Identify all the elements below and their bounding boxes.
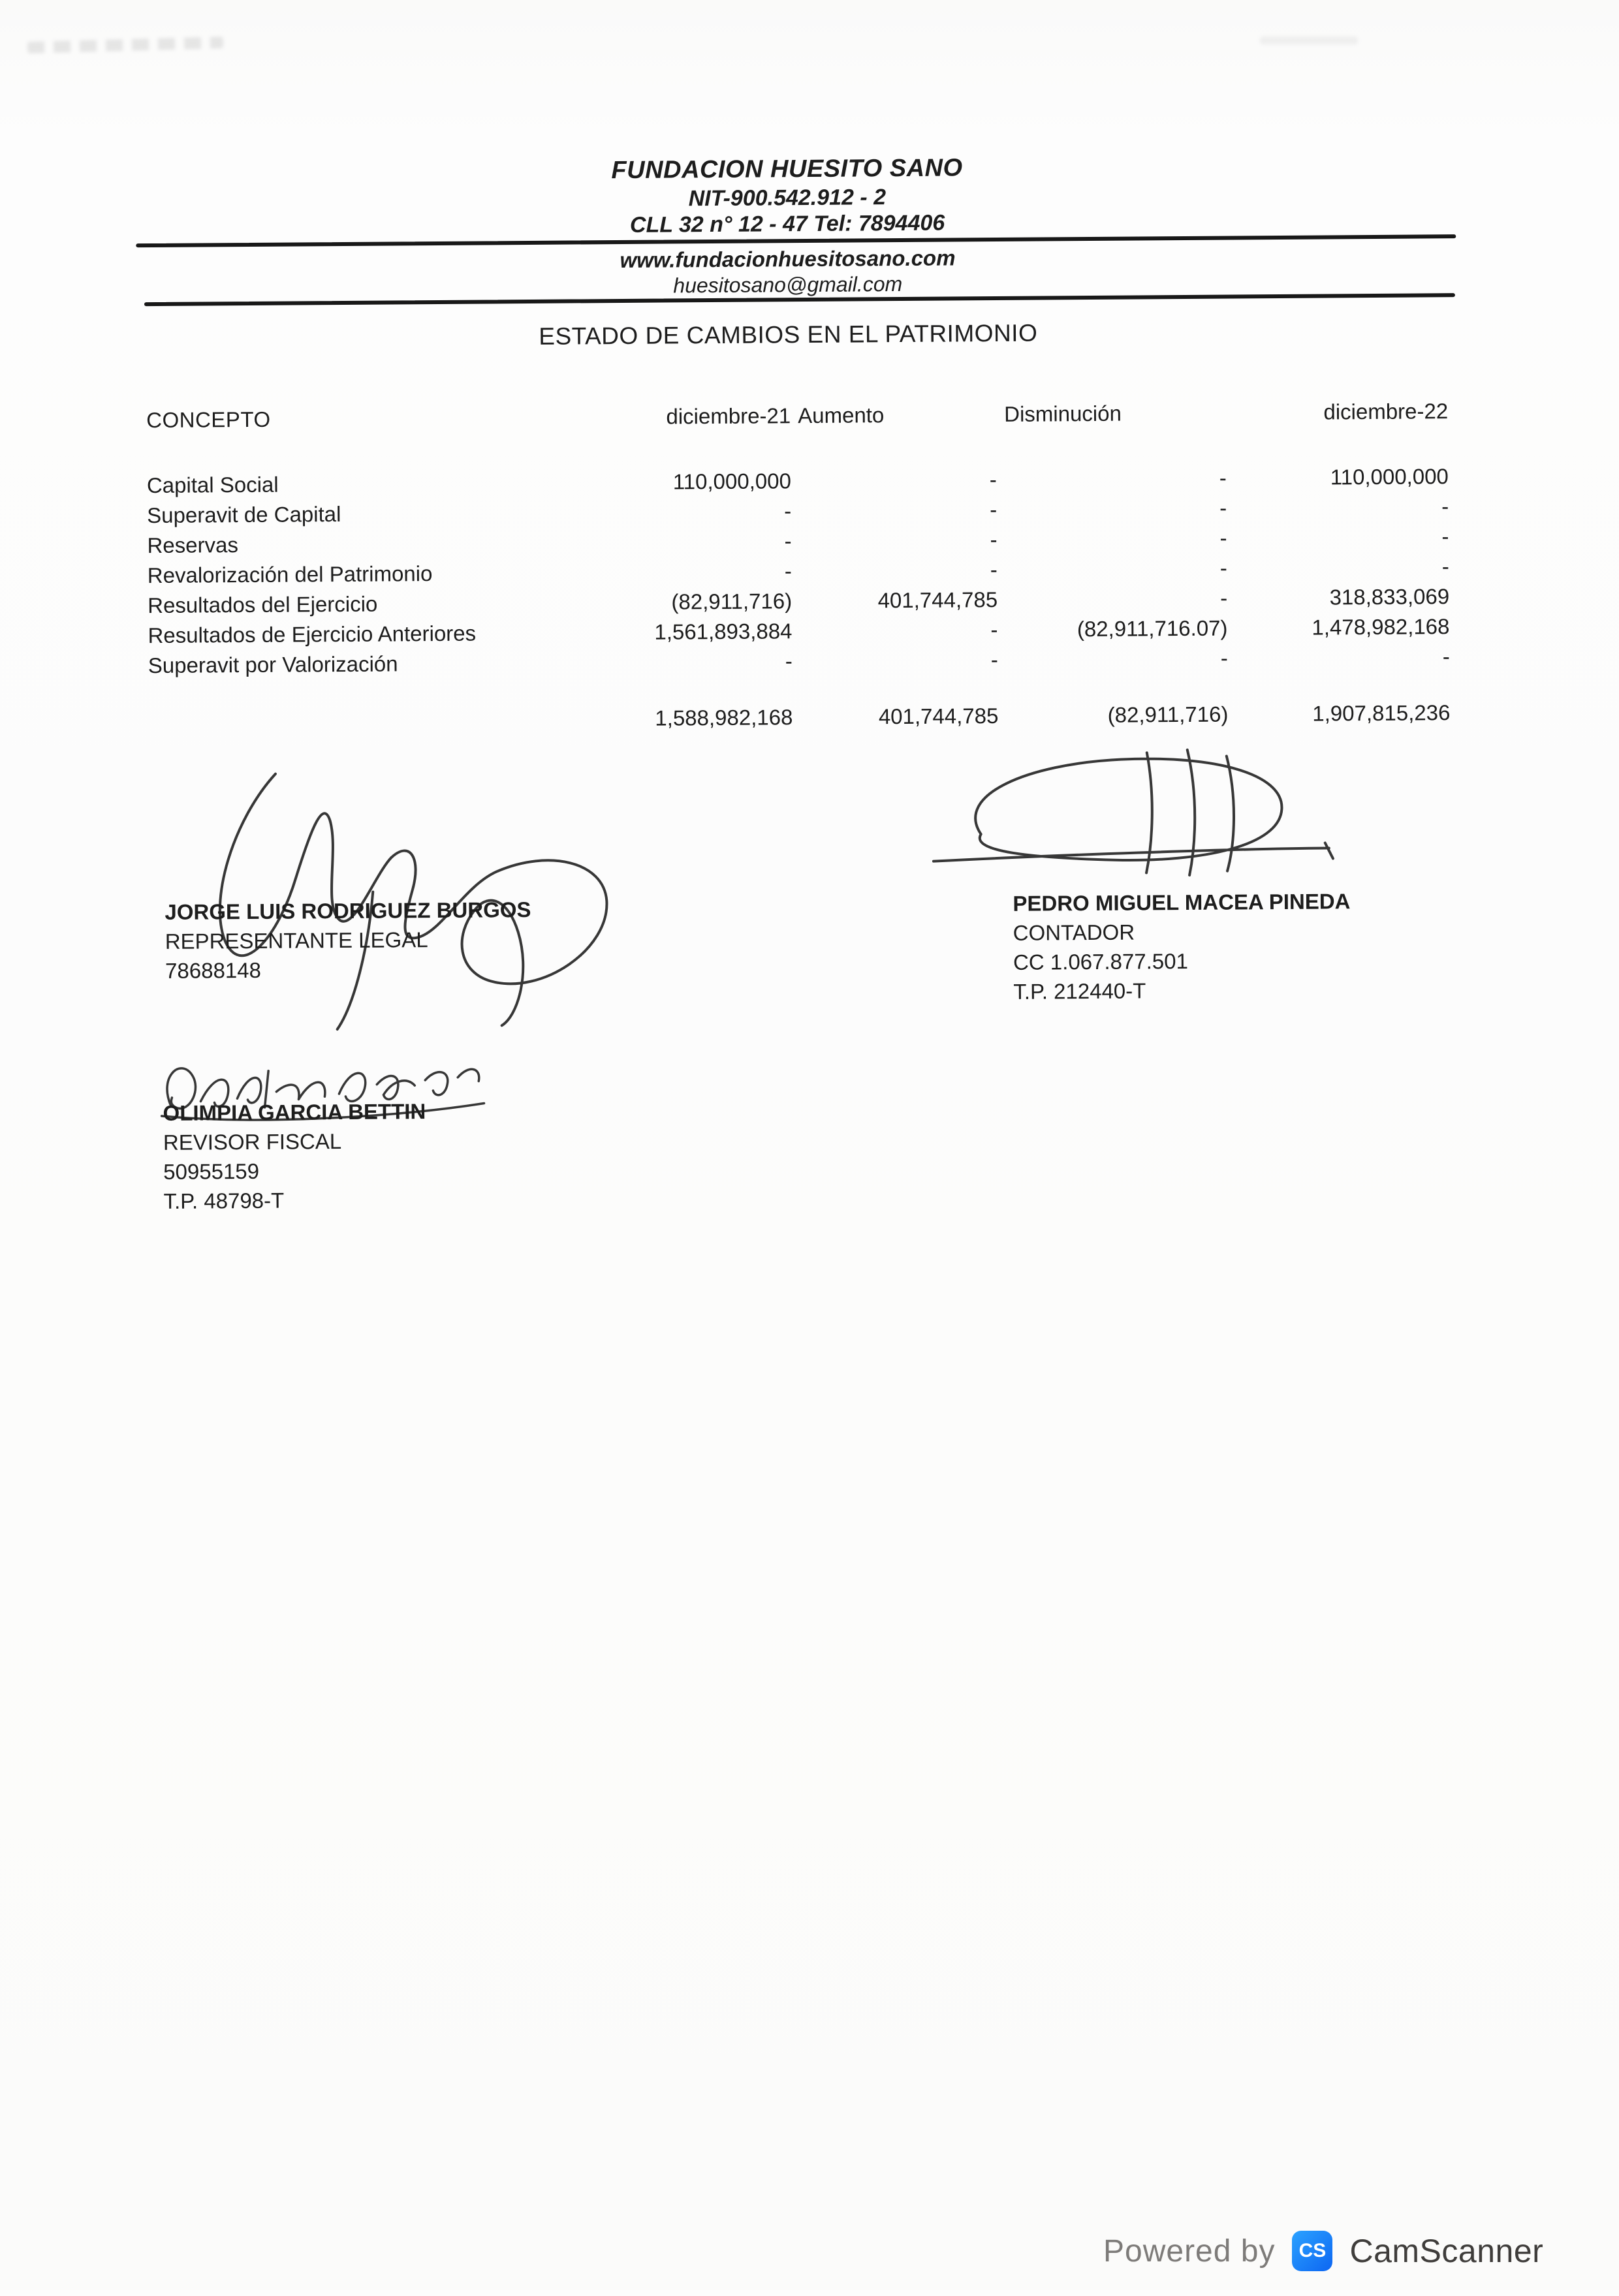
cell-dic22: - [1442, 644, 1450, 669]
cell-disminucion: - [1219, 585, 1228, 610]
total-dic21: 1,588,982,168 [655, 705, 793, 730]
signer-id: CC 1.067.877.501 [1013, 948, 1189, 974]
cell-dic21: 110,000,000 [672, 469, 791, 494]
cell-aumento: - [990, 617, 998, 642]
signature-contador [918, 724, 1350, 903]
col-header-aumento: Aumento [798, 403, 885, 428]
cell-aumento: - [990, 527, 998, 552]
signer-tp: T.P. 212440-T [1013, 978, 1146, 1004]
table-header-row [0, 397, 1618, 433]
cell-concepto: Resultados del Ejercicio [148, 591, 378, 618]
cell-disminucion: - [1219, 465, 1227, 490]
total-dic22: 1,907,815,236 [1312, 700, 1451, 726]
signer-tp: T.P. 48798-T [163, 1188, 285, 1213]
org-website: www.fundacionhuesitosano.com [620, 245, 956, 273]
table-totals-row [1, 699, 1619, 730]
cell-dic21: - [784, 559, 792, 583]
signer-role: REPRESENTANTE LEGAL [165, 927, 428, 954]
signer-name: PEDRO MIGUEL MACEA PINEDA [1013, 889, 1351, 916]
signer-id: 50955159 [163, 1158, 260, 1184]
cell-dic21: (82,911,716) [671, 589, 793, 614]
cell-aumento: - [990, 497, 998, 522]
cell-dic22: 1,478,982,168 [1312, 614, 1450, 640]
col-header-concepto: CONCEPTO [146, 407, 271, 433]
cell-concepto: Revalorización del Patrimonio [147, 561, 433, 588]
cell-dic22: - [1441, 554, 1449, 579]
signer-name: JORGE LUIS RODRIGUEZ BURGOS [165, 897, 531, 924]
cell-aumento: 401,744,785 [877, 587, 998, 613]
cell-disminucion: - [1219, 525, 1227, 550]
cell-aumento: - [990, 647, 998, 672]
org-email: huesitosano@gmail.com [673, 271, 903, 298]
camscanner-icon: CS [1292, 2231, 1332, 2271]
table-row [0, 463, 1618, 498]
cell-dic21: - [784, 529, 792, 553]
cell-dic22: 318,833,069 [1329, 584, 1450, 610]
cell-concepto: Resultados de Ejercicio Anteriores [148, 621, 477, 648]
col-header-disminucion: Disminución [1004, 401, 1122, 426]
cell-dic21: - [784, 499, 792, 523]
col-header-diciembre22: diciembre-22 [1323, 399, 1449, 424]
signer-role: REVISOR FISCAL [163, 1129, 342, 1155]
cell-dic22: 110,000,000 [1330, 464, 1449, 489]
cell-disminucion: (82,911,716.07) [1077, 615, 1228, 642]
camscanner-brand: CamScanner [1349, 2233, 1544, 2269]
cell-aumento: - [990, 557, 998, 582]
cell-dic22: - [1441, 494, 1449, 519]
org-name: FUNDACION HUESITO SANO [611, 154, 963, 185]
org-address: CLL 32 n° 12 - 47 Tel: 7894406 [629, 210, 945, 238]
cell-disminucion: - [1220, 645, 1228, 670]
cell-disminucion: - [1219, 495, 1227, 520]
signature-legal-rep [178, 732, 650, 1036]
cell-disminucion: - [1219, 555, 1227, 580]
cell-dic21: 1,561,893,884 [654, 619, 793, 644]
org-nit: NIT-900.542.912 - 2 [688, 185, 887, 211]
cell-dic22: - [1441, 524, 1449, 549]
table-row [0, 553, 1619, 588]
signature-block-legal-rep [165, 895, 531, 985]
signature-block-contador [1013, 886, 1351, 1006]
cell-dic21: - [785, 649, 793, 674]
signer-id: 78688148 [165, 957, 262, 983]
document-title: ESTADO DE CAMBIOS EN EL PATRIMONIO [539, 319, 1038, 350]
cell-concepto: Superavit de Capital [147, 502, 341, 528]
signer-name: OLIMPIA GARCIA BETTIN [163, 1099, 426, 1125]
powered-by-label: Powered by [1103, 2233, 1276, 2269]
total-aumento: 401,744,785 [878, 703, 999, 729]
total-disminucion: (82,911,716) [1107, 702, 1229, 727]
cell-concepto: Superavit por Valorización [148, 651, 398, 678]
col-header-diciembre21: diciembre-21 [666, 403, 791, 429]
cell-concepto: Capital Social [146, 472, 279, 498]
cell-concepto: Reservas [147, 533, 239, 558]
camscanner-watermark [1103, 2231, 1543, 2271]
signature-block-revisor [163, 1096, 426, 1216]
cell-aumento: - [989, 467, 997, 492]
signer-role: CONTADOR [1013, 920, 1135, 945]
